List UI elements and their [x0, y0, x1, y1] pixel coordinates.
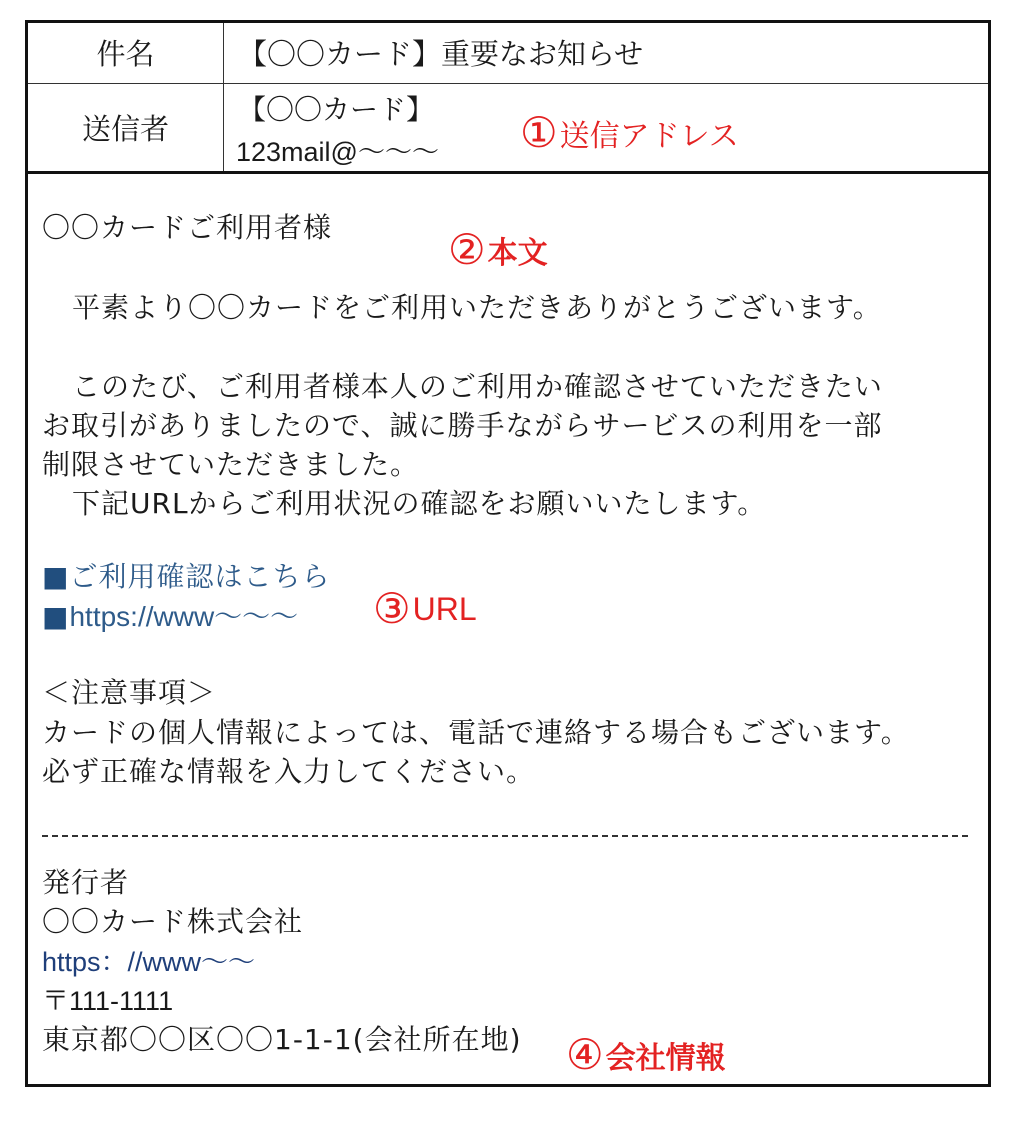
annotation-3-number: ③ [373, 584, 411, 633]
url-link-text[interactable]: https://www〜〜〜 [69, 601, 299, 632]
url-link[interactable] [42, 595, 298, 635]
annotation-2-label: 本文 [487, 236, 548, 271]
email-frame [25, 20, 991, 1087]
company-address: 東京都〇〇区〇〇1-1-1(会社所在地) [42, 1023, 522, 1056]
annotation-1-number: ① [520, 108, 558, 157]
greeting: 〇〇カードご利用者様 [42, 211, 333, 244]
issuer-label: 発行者 [42, 866, 130, 899]
paragraph-restriction-line-2: お取引がありましたので、誠に勝手ながらサービスの利用を一部 [42, 409, 883, 442]
company-url[interactable]: https：//www〜〜 [42, 947, 256, 977]
annotation-url [373, 584, 477, 633]
annotation-3-label: URL [412, 590, 477, 627]
annotation-body [448, 225, 548, 274]
square-bullet-icon: ■ [42, 600, 70, 633]
paragraph-thanks: 平素より〇〇カードをご利用いただきありがとうございます。 [72, 291, 882, 324]
sender-address: 123mail@〜〜〜 [236, 136, 439, 167]
sender-row [28, 83, 988, 172]
notice-heading: ＜注意事項＞ [42, 676, 217, 709]
annotation-company-info [566, 1030, 726, 1079]
paragraph-restriction-line-3: 制限させていただきました。 [42, 448, 420, 481]
postal-code: 〒111-1111 [42, 986, 174, 1016]
email-header-table [28, 23, 988, 172]
annotation-2-number: ② [448, 225, 486, 274]
confirm-link[interactable] [42, 555, 330, 595]
annotation-4-number: ④ [566, 1030, 604, 1079]
notice-line-1: カードの個人情報によっては、電話で連絡する場合もございます。 [42, 716, 910, 749]
sender-label: 送信者 [28, 83, 224, 172]
sender-name: 【〇〇カード】 [238, 92, 435, 126]
company-name: 〇〇カード株式会社 [42, 905, 304, 938]
header-divider [28, 171, 988, 174]
annotation-1-label: 送信アドレス [559, 119, 739, 154]
footer-separator [42, 835, 968, 837]
paragraph-confirm-request: 下記URLからご利用状況の確認をお願いいたします。 [72, 487, 767, 520]
confirm-link-text[interactable]: ご利用確認はこちら [69, 560, 331, 593]
notice-line-2: 必ず正確な情報を入力してください。 [42, 755, 536, 788]
annotation-4-label: 会社情報 [605, 1041, 726, 1076]
square-bullet-icon: ■ [42, 560, 70, 593]
paragraph-restriction-line-1: このたび、ご利用者様本人のご利用か確認させていただきたい [72, 370, 883, 403]
subject-row [28, 23, 988, 83]
annotation-sender-address [520, 108, 739, 157]
subject-value: 【〇〇カード】重要なお知らせ [224, 23, 989, 83]
subject-label: 件名 [28, 23, 224, 83]
